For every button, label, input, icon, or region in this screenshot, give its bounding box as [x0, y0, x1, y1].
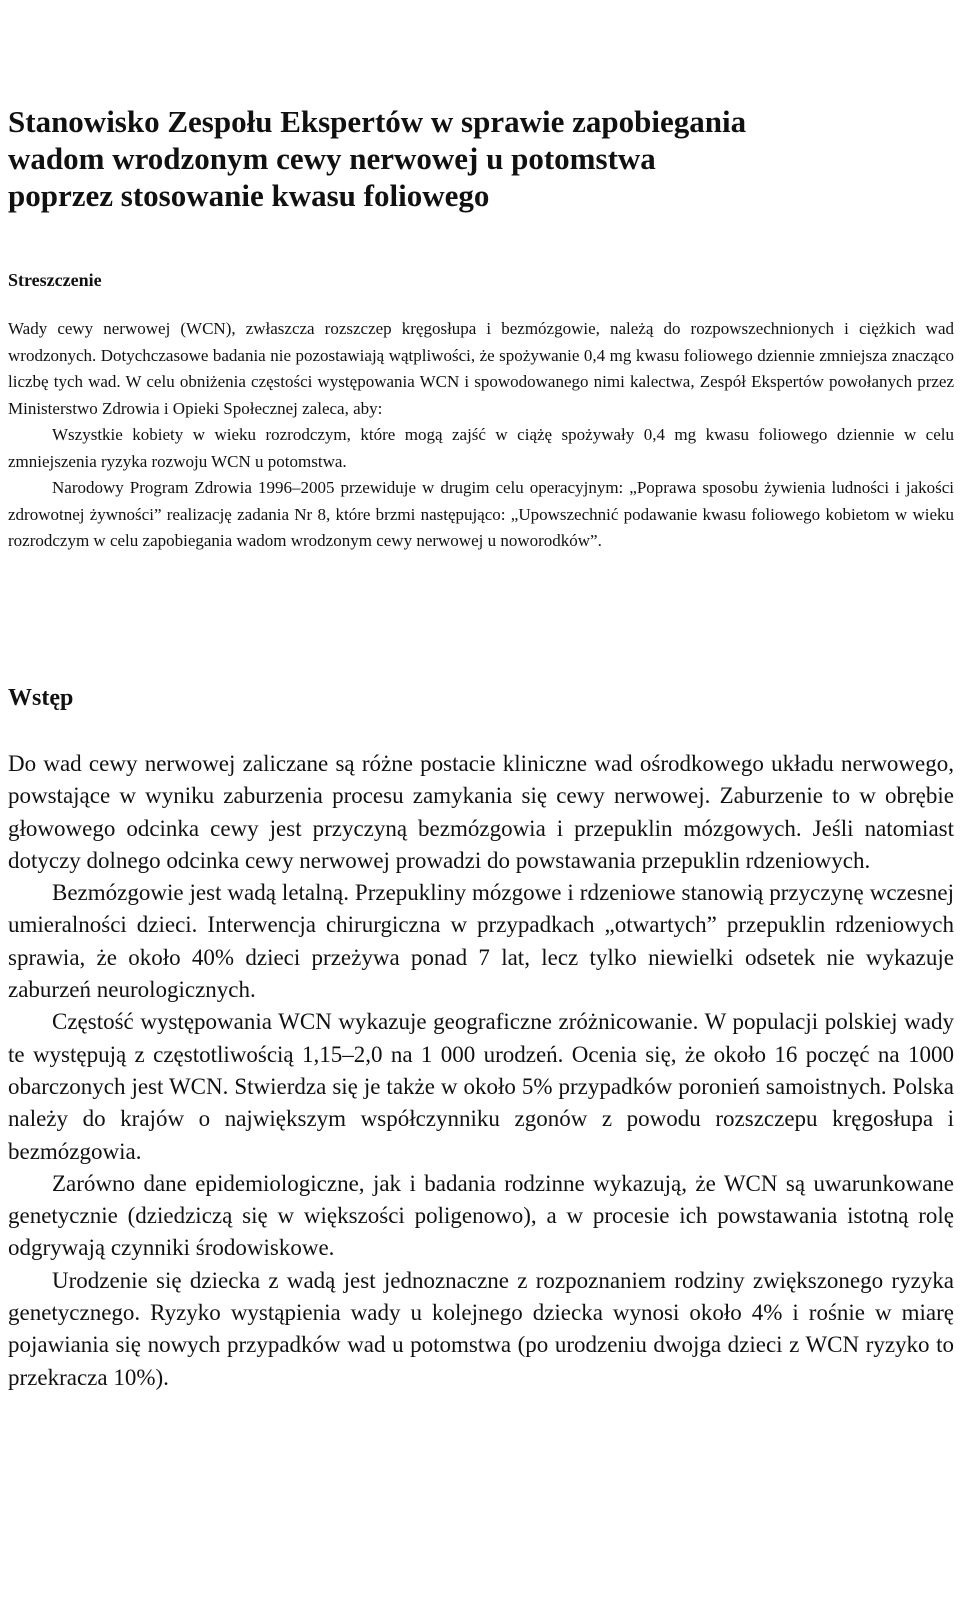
intro-body: [8, 748, 954, 1394]
abstract-heading: Streszczenie: [8, 270, 102, 290]
intro-paragraph: Zarówno dane epidemiologiczne, jak i badania rodzinne wykazują, że WCN są uwarunkowane genetycznie (dziedziczą się w większości poligenowo), a w procesie ich powstawania istotną rolę odgrywają czynniki środowiskowe.: [8, 1170, 954, 1261]
intro-paragraph: Do wad cewy nerwowej zaliczane są różne postacie kliniczne wad ośrodkowego układu nerwowego, powstające w wyniku zaburzenia procesu zamykania się cewy nerwowej. Zaburzenie to w obrębie głowowego odcinka cewy jest przyczyną bezmózgowia i przepuklin mózgowych. Jeśli natomiast dotyczy dolnego odcinka cewy nerwowej prowadzi do powstawania przepuklin rdzeniowych.: [8, 751, 954, 873]
intro-paragraph: Częstość występowania WCN wykazuje geograficzne zróżnicowanie. W populacji polskiej wady te występują z częstotliwością 1,15–2,0 na 1 000 urodzeń. Ocenia się, że około 16 poczęć na 1000 obarczonych jest WCN. Stwierdza się je także w około 5% przypadków poronień samoistnych. Polska należy do krajów o największym współczynniku zgonów z powodu rozszczepu kręgosłupa i bezmózgowia.: [8, 1009, 954, 1164]
intro-heading: Wstęp: [8, 685, 74, 711]
document-title: [8, 103, 954, 214]
intro-paragraph: Bezmózgowie jest wadą letalną. Przepukliny mózgowe i rdzeniowe stanowią przyczynę wczesnej umieralności dzieci. Interwencja chirurgiczna w przypadkach „otwartych” przepuklin rdzeniowych sprawia, że około 40% dzieci przeżywa ponad 7 lat, lecz tylko niewielki odsetek nie wykazuje zaburzeń neurologicznych.: [8, 880, 954, 1003]
abstract-paragraph: Wady cewy nerwowej (WCN), zwłaszcza rozszczep kręgosłupa i bezmózgowie, należą do rozpowszechnionych i ciężkich wad wrodzonych. Dotychczasowe badania nie pozostawiają wątpliwości, że spożywanie 0,4 mg kwasu foliowego dziennie zmniejsza znacząco liczbę tych wad. W celu obniżenia częstości występowania WCN i spowodowanego nimi kalectwa, Zespół Ekspertów powołanych przez Ministerstwo Zdrowia i Opieki Społecznej zaleca, aby:: [8, 319, 954, 418]
abstract-body: [8, 316, 954, 555]
abstract-paragraph: Wszystkie kobiety w wieku rozrodczym, które mogą zajść w ciążę spożywały 0,4 mg kwasu foliowego dziennie w celu zmniejszenia ryzyka rozwoju WCN u potomstwa.: [8, 425, 954, 471]
title-line-2: wadom wrodzonym cewy nerwowej u potomstwa: [8, 141, 656, 176]
title-line-1: Stanowisko Zespołu Ekspertów w sprawie zapobiegania: [8, 104, 747, 139]
title-line-3: poprzez stosowanie kwasu foliowego: [8, 178, 490, 213]
intro-paragraph: Urodzenie się dziecka z wadą jest jednoznaczne z rozpoznaniem rodziny zwiększonego ryzyka genetycznego. Ryzyko wystąpienia wady u kolejnego dziecka wynosi około 4% i rośnie w miarę pojawiania się nowych przypadków wad u potomstwa (po urodzeniu dwojga dzieci z WCN ryzyko to przekracza 10%).: [8, 1267, 954, 1390]
abstract-paragraph: Narodowy Program Zdrowia 1996–2005 przewiduje w drugim celu operacyjnym: „Poprawa sposobu żywienia ludności i jakości zdrowotnej żywności” realizację zadania Nr 8, które brzmi następująco: „Upowszechnić podawanie kwasu foliowego kobietom w wieku rozrodczym w celu zapobiegania wadom wrodzonym cewy nerwowej u noworodków”.: [8, 478, 954, 550]
